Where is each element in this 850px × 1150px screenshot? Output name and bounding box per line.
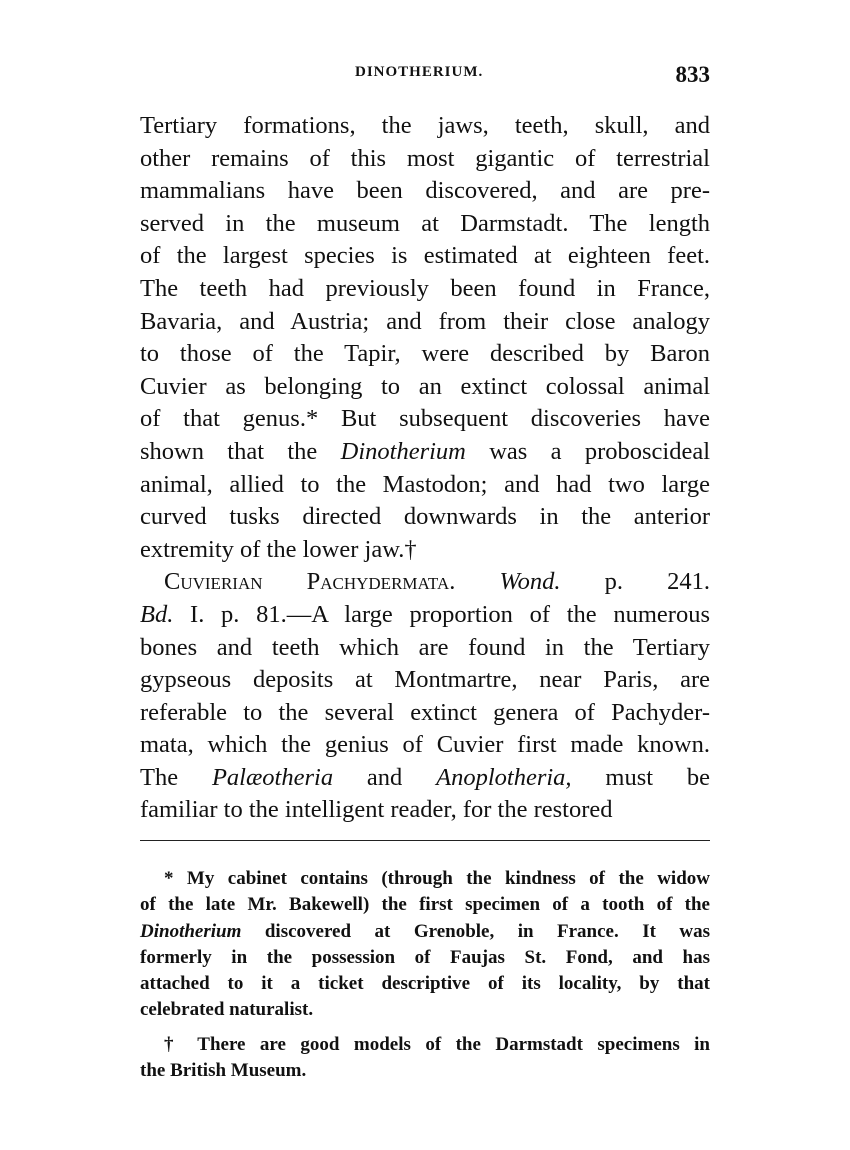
text-line: extremity of the lower jaw.†	[140, 535, 417, 563]
footnotes	[140, 866, 710, 1084]
text-line: Cuvier as belonging to an extinct colossal animal	[140, 372, 710, 400]
text-line: curved tusks directed downwards in the anterior	[140, 503, 710, 531]
text-run: was a proboscideal	[489, 437, 710, 465]
running-header	[140, 62, 710, 92]
text-line: gypseous deposits at Montmartre, near Paris, are	[140, 666, 710, 694]
text-line: bones and teeth which are found in the Tertiary	[140, 633, 710, 661]
footnote-line: celebrated naturalist.	[140, 999, 314, 1021]
italic-term: Anoplotheria,	[436, 763, 572, 791]
text-line: familiar to the intelligent reader, for the restored	[140, 796, 613, 824]
text-line: animal, allied to the Mastodon; and had two large	[140, 470, 710, 498]
text-run: discovered at Grenoble, in France. It was	[264, 920, 711, 942]
text-run: The	[140, 763, 179, 791]
text-run: I. p. 81.—A large proportion of the numerous	[190, 600, 710, 628]
text-line: other remains of this most gigantic of terrestrial	[140, 144, 710, 172]
running-title: DINOTHERIUM.	[355, 64, 484, 80]
footnote-line: attached to it a ticket descriptive of its locality, by that	[140, 973, 710, 995]
text-line: mata, which the genius of Cuvier first made known.	[140, 731, 710, 759]
page-number: 833	[675, 62, 710, 87]
footnote-line: * My cabinet contains (through the kindness of the widow	[164, 868, 710, 889]
text-line: The teeth had previously been found in France,	[140, 274, 710, 302]
italic-reference: Wond.	[499, 568, 561, 596]
italic-term: Palæotheria	[211, 763, 334, 791]
footnote-line: † There are good models of the Darmstadt specimens in	[164, 1033, 710, 1055]
text-run: p. 241.	[604, 568, 711, 596]
text-line	[140, 566, 710, 599]
text-line: of that genus.* But subsequent discoveries have	[140, 405, 710, 433]
main-text	[140, 110, 710, 827]
footnote-line: formerly in the possession of Faujas St. Fond, and has	[140, 946, 710, 968]
italic-term: Dinotherium	[340, 437, 466, 465]
text-line: Bavaria, and Austria; and from their close analogy	[140, 307, 710, 335]
italic-reference: Bd.	[140, 600, 174, 628]
italic-term: Dinotherium	[140, 920, 242, 942]
text-run: shown that the	[140, 437, 318, 465]
footnote-line: the British Museum.	[140, 1060, 307, 1082]
text-line: to those of the Tapir, were described by Baron	[140, 340, 710, 368]
text-line: of the largest species is estimated at eighteen feet.	[140, 242, 710, 270]
section-heading: Cuvierian Pachydermata.	[164, 568, 456, 596]
text-line: served in the museum at Darmstadt. The length	[140, 209, 710, 237]
footnote-divider	[140, 840, 710, 841]
footnote-line	[140, 919, 710, 945]
text-line	[140, 599, 710, 632]
text-line: mammalians have been discovered, and are pre-	[140, 177, 710, 205]
footnote-line: of the late Mr. Bakewell) the first specimen of a tooth of the	[140, 894, 710, 916]
text-line: Tertiary formations, the jaws, teeth, skull, and	[140, 112, 710, 139]
text-line	[140, 762, 710, 795]
text-line	[140, 436, 710, 469]
text-line: referable to the several extinct genera of Pachyder-	[140, 698, 710, 726]
text-run: and	[366, 763, 403, 791]
text-run: must be	[605, 763, 711, 791]
